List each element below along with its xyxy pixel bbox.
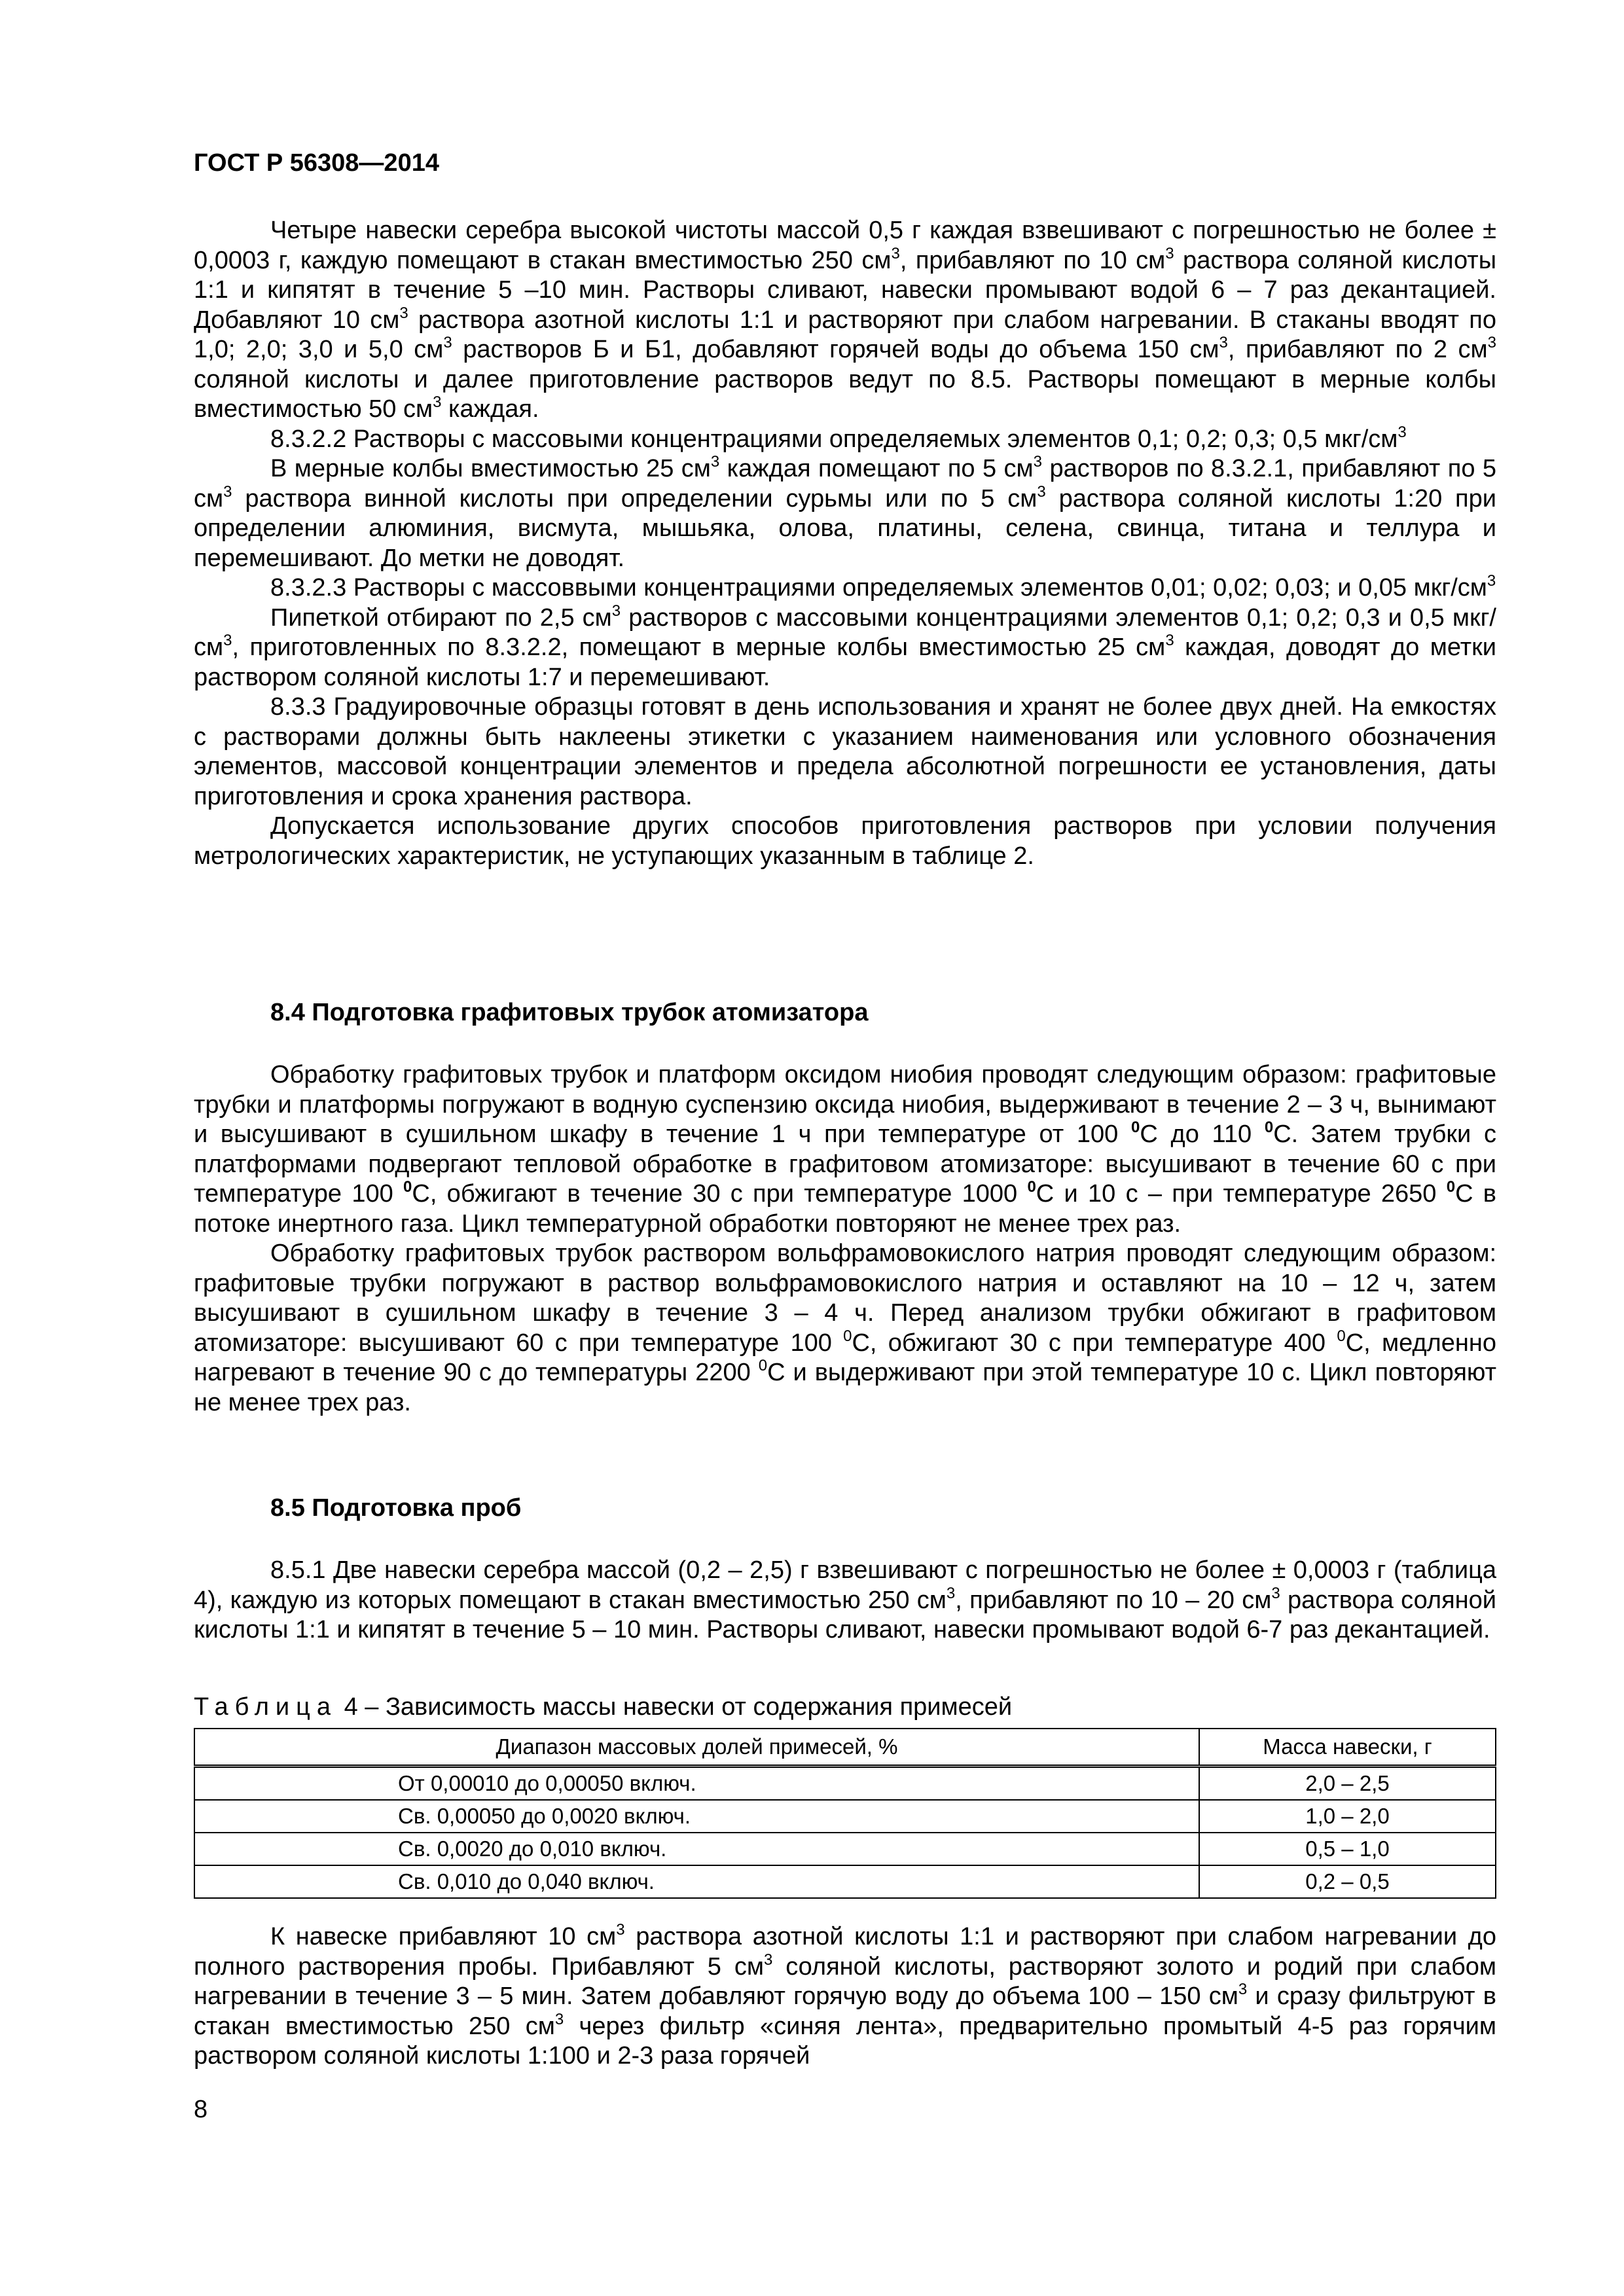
range-cell: Св. 0,010 до 0,040 включ. (194, 1865, 1199, 1898)
paragraph: Допускается использование других способов приготовления растворов при условии получения метрологических характеристик, не уступающих указанным в таблице 2. (194, 812, 1496, 870)
table-row (194, 1800, 1496, 1833)
range-cell: Св. 0,00050 до 0,0020 включ. (194, 1800, 1199, 1833)
paragraph: 8.3.2.2 Растворы с массовыми концентрациями определяемых элементов 0,1; 0,2; 0,3; 0,5 мкг/$см^3$ (270, 423, 1407, 453)
paragraph: 8.3.2.3 Растворы с массоввыми концентрациями определяемых элементов 0,01; 0,02; 0,03; и 0,05 мкг/$см^3$ (270, 572, 1496, 601)
standard-designation: ГОСТ Р 56308—2014 (194, 149, 439, 177)
paragraph: 8.5.1 Две навески серебра массой (0,2 – 2,5) г взвешивают с погрешностью не более ± 0,0003 г (таблица 4), каждую из которых помещают в стакан вместимостью 250 $см^3$, прибавляют по 10 – 20 $см^3$ раствора соляной кислоты 1:1 и кипятят в течение 5 – 10 мин. Растворы сливают, навески промывают водой 6-7 раз декантацией. (194, 1556, 1496, 1643)
column-header: Диапазон массовых долей примесей, % (194, 1729, 1199, 1767)
column-header: Масса навески, г (1199, 1729, 1496, 1767)
paragraph: Обработку графитовых трубок и платформ оксидом ниобия проводят следующим образом: графитовые трубки и платформы погружают в водную суспензию оксида ниобия, выдерживают в течение 2 – 3 ч, вынимают и высушивают в сушильном шкафу в течение 1 ч при температуре от 100 $^0$С до 110 $^0$С. Затем трубки с платформами подвергают тепловой обработке в графитовом атомизаторе: высушивают в течение 60 с при температуре 100 $^0$С, обжигают в течение 30 с при температуре 1000 $^0$С и 10 с – при температуре 2650 $^0$С в потоке инертного газа. Цикл температурной обработки повторяют не менее трех раз. (194, 1061, 1496, 1238)
paragraph: Обработку графитовых трубок раствором вольфрамовокислого натрия проводят следующим образом: графитовые трубки погружают в раствор вольфрамовокислого натрия и оставляют на 10 – 12 ч, затем высушивают в сушильном шкафу в течение 3 – 4 ч. Перед анализом трубки обжигают в графитовом атомизаторе: высушивают 60 с при температуре 100 $^0$С, обжигают 30 с при температуре 400 $^0$С, медленно нагревают в течение 90 с до температуры 2200 $^0$С и выдерживают при этой температуре 10 с. Цикл повторяют не менее трех раз. (194, 1240, 1496, 1416)
paragraph: Четыре навески серебра высокой чистоты массой 0,5 г каждая взвешивают с погрешностью не более ± 0,0003 г, каждую помещают в стакан вместимостью 250 $см^3$, прибавляют по 10 $см^3$ раствора соляной кислоты 1:1 и кипятят в течение 5 –10 мин. Растворы сливают, навески промывают водой 6 – 7 раз декантацией. Добавляют 10 $см^3$ раствора азотной кислоты 1:1 и растворяют при слабом нагревании. В стаканы вводят по 1,0; 2,0; 3,0 и 5,0 $см^3$ растворов Б и Б1, добавляют горячей воды до объема 150 $см^3$, прибавляют по 2 $см^3$ соляной кислоты и далее приготовление растворов ведут по 8.5. Растворы помещают в мерные колбы вместимостью 50 $см^3$ каждая. (194, 217, 1497, 423)
table-caption: Таблица 4 – Зависимость массы навески от содержания примесей (194, 1693, 1013, 1721)
range-cell: От 0,00010 до 0,00050 включ. (194, 1767, 1199, 1801)
paragraph: К навеске прибавляют 10 $см^3$ раствора азотной кислоты 1:1 и растворяют при слабом нагревании до полного растворения пробы. Прибавляют 5 $см^3$ соляной кислоты, растворяют золото и родий при слабом нагревании в течение 3 – 5 мин. Затем добавляют горячую воду до объема 100 – 150 $см^3$ и сразу фильтруют в стакан вместимостью 250 $см^3$ через фильтр «синяя лента», предварительно промытый 4-5 раз горячим раствором соляной кислоты 1:100 и 2-3 раза горячей (194, 1921, 1497, 2070)
section-heading-8-5: 8.5 Подготовка проб (270, 1494, 522, 1522)
table-row (194, 1865, 1496, 1898)
mass-cell: 1,0 – 2,0 (1199, 1800, 1496, 1833)
mass-cell: 0,2 – 0,5 (1199, 1865, 1496, 1898)
table-row (194, 1833, 1496, 1865)
paragraph: Пипеткой отбирают по 2,5 $см^3$ растворов с массовыми концентрациями элементов 0,1; 0,2; 0,3 и 0,5 мкг/$см^3$, приготовленных по 8.3.2.2, помещают в мерные колбы вместимостью 25 $см^3$ каждая, доводят до метки раствором соляной кислоты 1:7 и перемешивают. (194, 601, 1496, 691)
mass-cell: 2,0 – 2,5 (1199, 1767, 1496, 1801)
text-block-dissolution (194, 1922, 1496, 2072)
mass-table (194, 1728, 1496, 1899)
section-heading-8-4: 8.4 Подготовка графитовых трубок атомизатора (270, 999, 869, 1026)
table-header-row (194, 1729, 1496, 1767)
mass-cell: 0,5 – 1,0 (1199, 1833, 1496, 1865)
table-row (194, 1767, 1496, 1801)
range-cell: Св. 0,0020 до 0,010 включ. (194, 1833, 1199, 1865)
paragraph: 8.3.3 Градуировочные образцы готовят в день использования и хранят не более двух дней. На емкостях с растворами должны быть наклеены этикетки с указанием наименования или условного обозначения элементов, массовой концентрации элементов и предела абсолютной погрешности ее установления, даты приготовления и срока хранения раствора. (194, 693, 1496, 810)
text-block-graphite-tubes (194, 1060, 1496, 1418)
paragraph: В мерные колбы вместимостью 25 $см^3$ каждая помещают по 5 $см^3$ растворов по 8.3.2.1, прибавляют по 5 $см^3$ раствора винной кислоты при определении сурьмы или по 5 $см^3$ раствора соляной кислоты 1:20 при определении алюминия, висмута, мышьяка, олова, платины, селена, свинца, титана и теллура и перемешивают. До метки не доводят. (194, 453, 1497, 572)
text-block-preparation (194, 216, 1496, 871)
text-block-samples (194, 1556, 1496, 1645)
page-number: 8 (194, 2096, 208, 2123)
